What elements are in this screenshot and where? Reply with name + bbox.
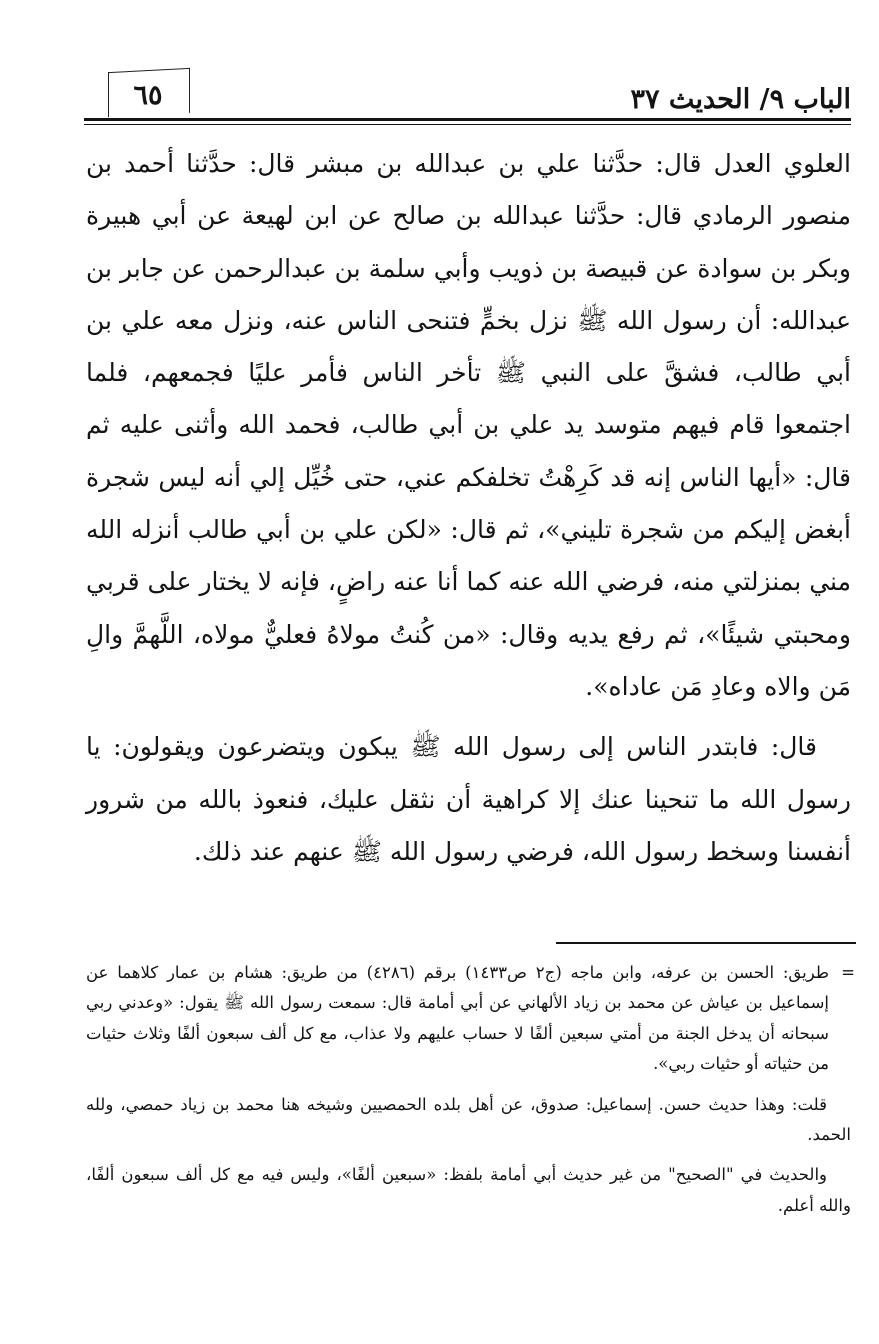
header-rule-thin bbox=[84, 124, 851, 125]
footnotes bbox=[86, 958, 855, 1221]
chapter-hadith-heading: الباب ٩/ الحديث ٣٧ bbox=[630, 84, 851, 115]
footnote-2: قلت: وهذا حديث حسن. إسماعيل: صدوق، عن أهل بلده الحمصيين وشيخه هنا محمد بن زياد حمصي، ولله الحمد. bbox=[86, 1094, 851, 1145]
paragraph-conclusion: قال: فابتدر الناس إلى رسول الله ﷺ يبكون ويتضرعون ويقولون: يا رسول الله ما تنحينا عنك إلا كراهية أن نثقل عليك، فنعوذ بالله من شرور أنفسنا وسخط رسول الله، فرضي رسول الله ﷺ عنهم عند ذلك. bbox=[86, 732, 851, 866]
page-number: ٦٥ bbox=[133, 80, 163, 111]
footnote-3: والحديث في "الصحيح" من غير حديث أبي أمامة بلفظ: «سبعين ألفًا»، وليس فيه مع كل ألف سبعون ألفًا، والله أعلم. bbox=[86, 1165, 851, 1215]
footnote-1-text: طريق: الحسن بن عرفه، وابن ماجه (ج٢ ص١٤٣٣) برقم (٤٢٨٦) من طريق: هشام بن عمار كلاهما عن إسماعيل بن عياش عن محمد بن زياد الألهاني عن أبي أمامة قال: سمعت رسول الله ﷺ يقول: «وعدني ربي سبحانه أن يدخل الجنة من أمتي سبعين ألفًا لا حساب عليهم ولا عذاب، مع كل ألف سبعون ألفًا وثلاث حثيات من حثياته أو حثيات ربي». bbox=[86, 963, 829, 1074]
footnote-continuation-mark: = bbox=[841, 963, 855, 982]
footnote-separator bbox=[556, 942, 856, 944]
main-text bbox=[86, 138, 851, 878]
paragraph-hadith-chain: العلوي العدل قال: حدَّثنا علي بن عبدالله بن مبشر قال: حدَّثنا أحمد بن منصور الرمادي قال: حدَّثنا عبدالله بن صالح عن ابن لهيعة عن أبي هبيرة وبكر بن سوادة عن قبيصة بن ذويب وأبي سلمة بن عبدالرحمن عن جابر بن عبدالله: أن رسول الله ﷺ نزل بخمٍّ فتنحى الناس عنه، ونزل معه علي بن أبي طالب، فشقَّ على النبي ﷺ تأخر الناس فأمر عليًا فجمعهم، فلما اجتمعوا قام فيهم متوسد يد علي بن أبي طالب، فحمد الله وأثنى عليه ثم قال: «أيها الناس إنه قد كَرِهْتُ تخلفكم عني، حتى خُيِّل إلي أنه ليس شجرة أبغض إليكم من شجرة تليني»، ثم قال: «لكن علي بن أبي طالب أنزله الله مني بمنزلتي منه، فرضي الله عنه كما أنا عنه راضٍ، فإنه لا يختار على قربي ومحبتي شيئًا»، ثم رفع يديه وقال: «من كُنتُ مولاهُ فعليٌّ مولاه، اللَّهمَّ والِ مَن والاه وعادِ مَن عاداه». bbox=[86, 149, 851, 701]
footnote-1 bbox=[86, 958, 855, 1080]
header-rule-thick bbox=[84, 118, 851, 121]
